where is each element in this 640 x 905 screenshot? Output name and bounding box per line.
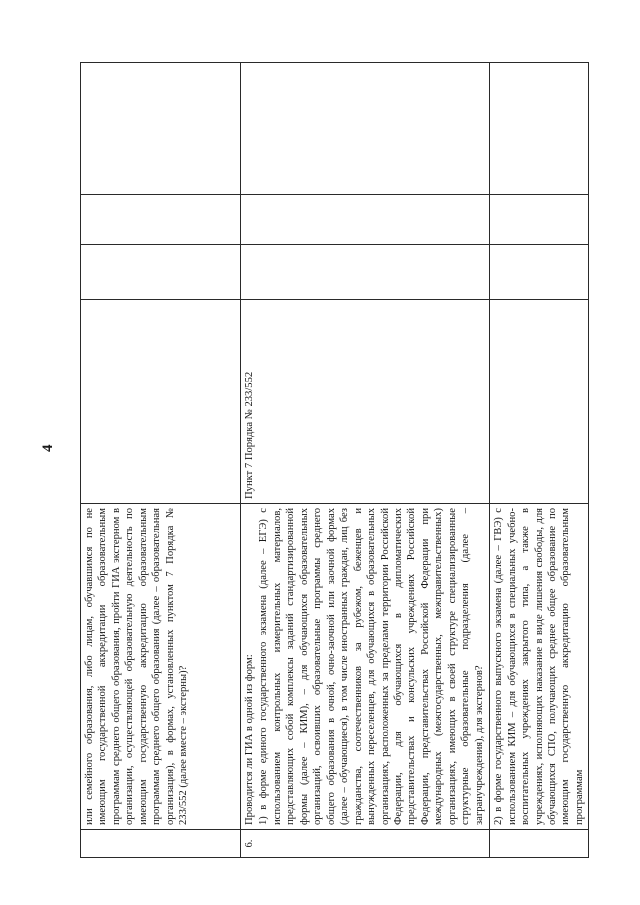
reference-cell: Пункт 7 Порядка № 233/552 xyxy=(241,300,490,504)
note-cell xyxy=(241,63,490,195)
row-number-cell xyxy=(81,830,241,858)
page-number: 4 xyxy=(40,444,56,452)
document-page-rotated xyxy=(80,63,625,858)
question-title: Проводится ли ГИА в одной из форм: xyxy=(244,654,255,825)
answer-no-cell xyxy=(241,195,490,245)
answer-yes-cell xyxy=(81,245,241,300)
answer-no-cell xyxy=(490,195,589,245)
note-cell xyxy=(490,63,589,195)
table-row xyxy=(241,63,490,858)
note-cell xyxy=(81,63,241,195)
question-cell: или семейного образования, либо лицам, обучавшимся по не имеющим государственной аккредитации образовательным программам среднего общего образования, пройти ГИА экстерном в организации, осуществляющей образовательную деятельность по имеющим государственную аккредитацию образовательным программам среднего общего образования (далее – образовательная организация), в формах, установленных пунктом 7 Порядка № 233/552 (далее вместе – экстерны)? xyxy=(81,504,241,830)
row-number-cell xyxy=(490,830,589,858)
checklist-table xyxy=(80,62,589,858)
answer-yes-cell xyxy=(490,245,589,300)
question-cell xyxy=(241,504,490,830)
answer-no-cell xyxy=(81,195,241,245)
table-row xyxy=(81,63,241,858)
reference-cell xyxy=(490,300,589,504)
table-row xyxy=(490,63,589,858)
question-cell: 2) в форме государственного выпускного экзамена (далее – ГВЭ) с использованием КИМ – для обучающихся в специальных учебно-воспитательных учреждениях закрытого типа, а также в учреждениях, исполняющих наказание в виде лишения свободы, для обучающихся СПО, получающих среднее общее образование по имеющим государственную аккредитацию образовательным программам xyxy=(490,504,589,830)
reference-cell xyxy=(81,300,241,504)
question-subitem: 1) в форме единого государственного экзамена (далее – ЕГЭ) с использованием контрольных измерительных материалов, представляющих собой комплексы заданий стандартизированной формы (далее – КИМ), – для обучающихся образовательных организаций, освоивших образовательные программы среднего общего образования в очной, очно-заочной или заочной формах (далее – обучающиеся), в том числе иностранных граждан, лиц без гражданства, соотечественников за рубежом, беженцев и вынужденных переселенцев, для обучающихся в образовательных организациях, расположенных за пределами территории Российской Федерации, для обучающихся в дипломатических представительствах и консульских учреждениях Российской Федерации, представительствах Российской Федерации при международных (межгосударственных, межправительственных) организациях, имеющих в своей структуре специализированные структурные образовательные подразделения (далее – загранучреждения), для экстернов? xyxy=(258,508,485,825)
row-number-cell: 6. xyxy=(241,830,490,858)
answer-yes-cell xyxy=(241,245,490,300)
